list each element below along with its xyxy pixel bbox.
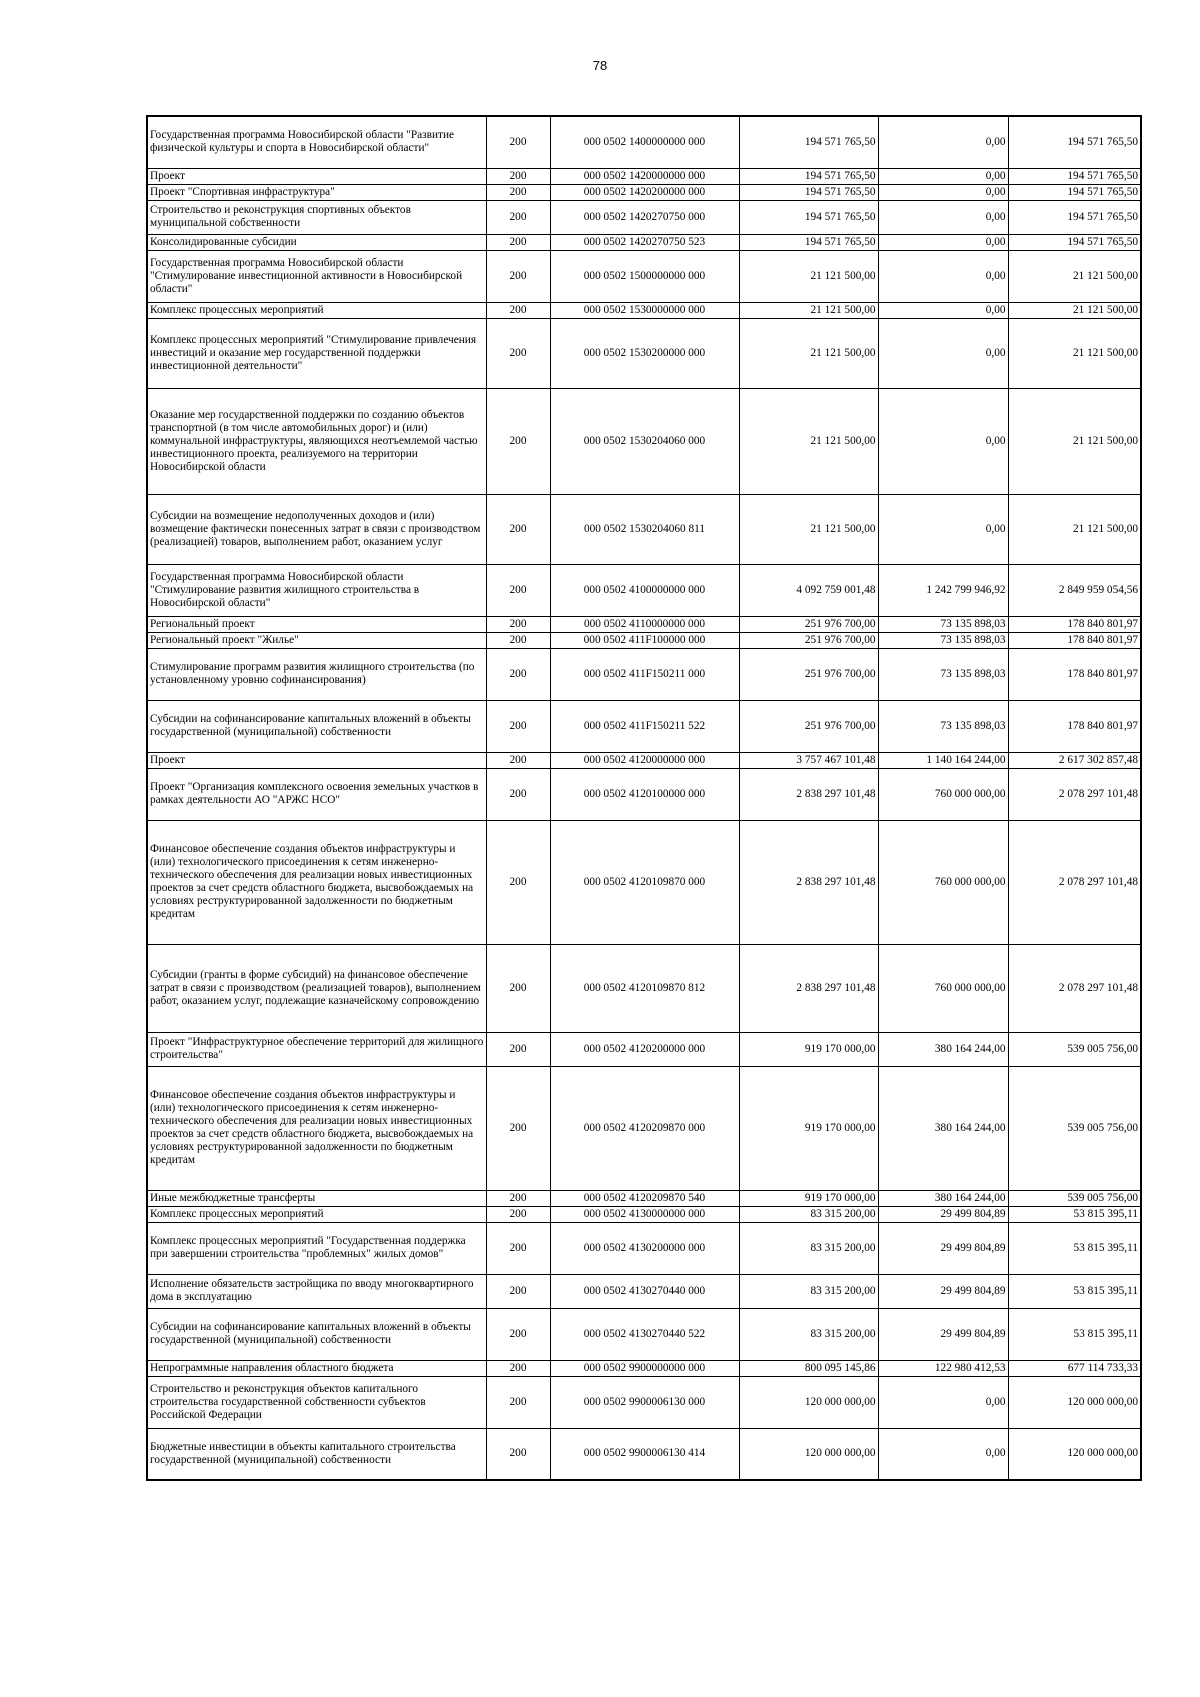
row-budget-code-cell: 000 0502 4120209870 000 xyxy=(550,1066,739,1190)
table-row xyxy=(147,234,1141,250)
row-change-amount-cell: 73 135 898,03 xyxy=(878,648,1008,700)
row-approved-amount-cell: 21 121 500,00 xyxy=(739,302,878,318)
row-total-amount-cell: 2 849 959 054,56 xyxy=(1008,564,1141,616)
row-budget-code-cell: 000 0502 4120000000 000 xyxy=(550,752,739,768)
row-total-amount-cell: 194 571 765,50 xyxy=(1008,200,1141,234)
row-change-amount-cell: 0,00 xyxy=(878,250,1008,302)
row-change-amount-cell: 0,00 xyxy=(878,168,1008,184)
row-name-cell: Государственная программа Новосибирской области "Стимулирование инвестиционной активности в Новосибирской области" xyxy=(147,250,486,302)
row-admin-code-cell: 200 xyxy=(486,1274,550,1308)
row-budget-code-cell: 000 0502 411F100000 000 xyxy=(550,632,739,648)
row-budget-code-cell: 000 0502 4100000000 000 xyxy=(550,564,739,616)
table-row xyxy=(147,1032,1141,1066)
row-total-amount-cell: 2 078 297 101,48 xyxy=(1008,944,1141,1032)
row-change-amount-cell: 73 135 898,03 xyxy=(878,700,1008,752)
row-total-amount-cell: 21 121 500,00 xyxy=(1008,302,1141,318)
table-row xyxy=(147,944,1141,1032)
row-total-amount-cell: 53 815 395,11 xyxy=(1008,1308,1141,1360)
row-total-amount-cell: 53 815 395,11 xyxy=(1008,1274,1141,1308)
table-row xyxy=(147,116,1141,168)
table-row xyxy=(147,1206,1141,1222)
row-total-amount-cell: 539 005 756,00 xyxy=(1008,1032,1141,1066)
row-change-amount-cell: 29 499 804,89 xyxy=(878,1308,1008,1360)
table-row xyxy=(147,168,1141,184)
row-name-cell: Комплекс процессных мероприятий "Государственная поддержка при завершении строительства "проблемных" жилых домов" xyxy=(147,1222,486,1274)
row-approved-amount-cell: 919 170 000,00 xyxy=(739,1066,878,1190)
row-change-amount-cell: 0,00 xyxy=(878,116,1008,168)
row-change-amount-cell: 1 242 799 946,92 xyxy=(878,564,1008,616)
row-change-amount-cell: 760 000 000,00 xyxy=(878,944,1008,1032)
row-budget-code-cell: 000 0502 1400000000 000 xyxy=(550,116,739,168)
row-total-amount-cell: 178 840 801,97 xyxy=(1008,632,1141,648)
row-change-amount-cell: 73 135 898,03 xyxy=(878,616,1008,632)
row-total-amount-cell: 194 571 765,50 xyxy=(1008,234,1141,250)
row-admin-code-cell: 200 xyxy=(486,1190,550,1206)
table-row xyxy=(147,318,1141,388)
table-row xyxy=(147,632,1141,648)
row-name-cell: Комплекс процессных мероприятий xyxy=(147,302,486,318)
row-budget-code-cell: 000 0502 1530204060 000 xyxy=(550,388,739,494)
table-row xyxy=(147,1190,1141,1206)
table-row xyxy=(147,1222,1141,1274)
row-name-cell: Исполнение обязательств застройщика по вводу многоквартирного дома в эксплуатацию xyxy=(147,1274,486,1308)
table-row xyxy=(147,302,1141,318)
row-change-amount-cell: 380 164 244,00 xyxy=(878,1032,1008,1066)
table-row xyxy=(147,200,1141,234)
row-approved-amount-cell: 21 121 500,00 xyxy=(739,318,878,388)
row-change-amount-cell: 29 499 804,89 xyxy=(878,1222,1008,1274)
row-budget-code-cell: 000 0502 4120200000 000 xyxy=(550,1032,739,1066)
row-name-cell: Региональный проект xyxy=(147,616,486,632)
row-admin-code-cell: 200 xyxy=(486,318,550,388)
row-name-cell: Субсидии на софинансирование капитальных вложений в объекты государственной (муниципальной) собственности xyxy=(147,700,486,752)
row-name-cell: Финансовое обеспечение создания объектов инфраструктуры и (или) технологического присоединения к сетям инженерно-технического обеспечения для реализации новых инвестиционных проектов за счет средств областного бюджета, высвобождаемых на условиях реструктурированной задолженности по бюджетным кредитам xyxy=(147,1066,486,1190)
row-name-cell: Государственная программа Новосибирской области "Стимулирование развития жилищного строительства в Новосибирской области" xyxy=(147,564,486,616)
row-admin-code-cell: 200 xyxy=(486,1376,550,1428)
table-row xyxy=(147,648,1141,700)
row-budget-code-cell: 000 0502 1500000000 000 xyxy=(550,250,739,302)
budget-table-body xyxy=(147,116,1141,1480)
row-admin-code-cell: 200 xyxy=(486,116,550,168)
row-name-cell: Иные межбюджетные трансферты xyxy=(147,1190,486,1206)
row-approved-amount-cell: 251 976 700,00 xyxy=(739,616,878,632)
row-total-amount-cell: 2 078 297 101,48 xyxy=(1008,820,1141,944)
row-admin-code-cell: 200 xyxy=(486,632,550,648)
row-approved-amount-cell: 194 571 765,50 xyxy=(739,200,878,234)
row-name-cell: Консолидированные субсидии xyxy=(147,234,486,250)
row-total-amount-cell: 178 840 801,97 xyxy=(1008,616,1141,632)
row-admin-code-cell: 200 xyxy=(486,1308,550,1360)
row-change-amount-cell: 760 000 000,00 xyxy=(878,820,1008,944)
row-total-amount-cell: 194 571 765,50 xyxy=(1008,168,1141,184)
table-row xyxy=(147,1066,1141,1190)
row-name-cell: Проект xyxy=(147,752,486,768)
row-admin-code-cell: 200 xyxy=(486,234,550,250)
row-change-amount-cell: 0,00 xyxy=(878,494,1008,564)
table-row xyxy=(147,1274,1141,1308)
row-approved-amount-cell: 800 095 145,86 xyxy=(739,1360,878,1376)
row-name-cell: Проект "Организация комплексного освоения земельных участков в рамках деятельности АО "АРЖС НСО" xyxy=(147,768,486,820)
row-total-amount-cell: 21 121 500,00 xyxy=(1008,388,1141,494)
row-admin-code-cell: 200 xyxy=(486,768,550,820)
row-admin-code-cell: 200 xyxy=(486,648,550,700)
row-name-cell: Непрограммные направления областного бюджета xyxy=(147,1360,486,1376)
row-total-amount-cell: 178 840 801,97 xyxy=(1008,648,1141,700)
row-name-cell: Субсидии на возмещение недополученных доходов и (или) возмещение фактически понесенных затрат в связи с производством (реализацией) товаров, выполнением работ, оказанием услуг xyxy=(147,494,486,564)
row-change-amount-cell: 122 980 412,53 xyxy=(878,1360,1008,1376)
page-number: 78 xyxy=(592,58,608,73)
table-row xyxy=(147,564,1141,616)
row-total-amount-cell: 539 005 756,00 xyxy=(1008,1066,1141,1190)
row-approved-amount-cell: 194 571 765,50 xyxy=(739,234,878,250)
row-change-amount-cell: 0,00 xyxy=(878,388,1008,494)
row-change-amount-cell: 0,00 xyxy=(878,318,1008,388)
row-name-cell: Государственная программа Новосибирской области "Развитие физической культуры и спорта в Новосибирской области" xyxy=(147,116,486,168)
row-budget-code-cell: 000 0502 4130000000 000 xyxy=(550,1206,739,1222)
budget-table xyxy=(146,115,1142,1481)
row-name-cell: Проект "Инфраструктурное обеспечение территорий для жилищного строительства" xyxy=(147,1032,486,1066)
row-budget-code-cell: 000 0502 1530204060 811 xyxy=(550,494,739,564)
row-budget-code-cell: 000 0502 4110000000 000 xyxy=(550,616,739,632)
row-admin-code-cell: 200 xyxy=(486,388,550,494)
table-row xyxy=(147,820,1141,944)
row-change-amount-cell: 73 135 898,03 xyxy=(878,632,1008,648)
row-approved-amount-cell: 251 976 700,00 xyxy=(739,632,878,648)
row-approved-amount-cell: 194 571 765,50 xyxy=(739,184,878,200)
row-approved-amount-cell: 21 121 500,00 xyxy=(739,388,878,494)
row-total-amount-cell: 120 000 000,00 xyxy=(1008,1376,1141,1428)
table-row xyxy=(147,768,1141,820)
row-approved-amount-cell: 83 315 200,00 xyxy=(739,1206,878,1222)
row-admin-code-cell: 200 xyxy=(486,1066,550,1190)
row-approved-amount-cell: 194 571 765,50 xyxy=(739,116,878,168)
row-total-amount-cell: 2 078 297 101,48 xyxy=(1008,768,1141,820)
row-admin-code-cell: 200 xyxy=(486,494,550,564)
row-total-amount-cell: 53 815 395,11 xyxy=(1008,1222,1141,1274)
table-row xyxy=(147,1308,1141,1360)
row-budget-code-cell: 000 0502 4120109870 812 xyxy=(550,944,739,1032)
row-budget-code-cell: 000 0502 1530200000 000 xyxy=(550,318,739,388)
row-admin-code-cell: 200 xyxy=(486,564,550,616)
row-admin-code-cell: 200 xyxy=(486,200,550,234)
row-approved-amount-cell: 919 170 000,00 xyxy=(739,1032,878,1066)
row-total-amount-cell: 677 114 733,33 xyxy=(1008,1360,1141,1376)
row-total-amount-cell: 539 005 756,00 xyxy=(1008,1190,1141,1206)
row-total-amount-cell: 21 121 500,00 xyxy=(1008,318,1141,388)
row-approved-amount-cell: 83 315 200,00 xyxy=(739,1274,878,1308)
row-budget-code-cell: 000 0502 411F150211 522 xyxy=(550,700,739,752)
row-total-amount-cell: 21 121 500,00 xyxy=(1008,250,1141,302)
row-approved-amount-cell: 4 092 759 001,48 xyxy=(739,564,878,616)
row-name-cell: Субсидии на софинансирование капитальных вложений в объекты государственной (муниципальной) собственности xyxy=(147,1308,486,1360)
table-row xyxy=(147,250,1141,302)
table-row xyxy=(147,1376,1141,1428)
row-admin-code-cell: 200 xyxy=(486,1222,550,1274)
row-admin-code-cell: 200 xyxy=(486,250,550,302)
row-change-amount-cell: 380 164 244,00 xyxy=(878,1190,1008,1206)
row-name-cell: Строительство и реконструкция объектов капитального строительства государственной собственности субъектов Российской Федерации xyxy=(147,1376,486,1428)
row-admin-code-cell: 200 xyxy=(486,616,550,632)
row-approved-amount-cell: 120 000 000,00 xyxy=(739,1428,878,1480)
row-change-amount-cell: 0,00 xyxy=(878,302,1008,318)
row-change-amount-cell: 1 140 164 244,00 xyxy=(878,752,1008,768)
row-total-amount-cell: 120 000 000,00 xyxy=(1008,1428,1141,1480)
row-budget-code-cell: 000 0502 411F150211 000 xyxy=(550,648,739,700)
row-budget-code-cell: 000 0502 1420270750 000 xyxy=(550,200,739,234)
row-budget-code-cell: 000 0502 4130270440 000 xyxy=(550,1274,739,1308)
row-admin-code-cell: 200 xyxy=(486,1428,550,1480)
row-approved-amount-cell: 919 170 000,00 xyxy=(739,1190,878,1206)
row-admin-code-cell: 200 xyxy=(486,302,550,318)
row-name-cell: Стимулирование программ развития жилищного строительства (по установленному уровню софинансирования) xyxy=(147,648,486,700)
row-admin-code-cell: 200 xyxy=(486,820,550,944)
row-total-amount-cell: 178 840 801,97 xyxy=(1008,700,1141,752)
row-approved-amount-cell: 120 000 000,00 xyxy=(739,1376,878,1428)
row-approved-amount-cell: 3 757 467 101,48 xyxy=(739,752,878,768)
row-name-cell: Проект "Спортивная инфраструктура" xyxy=(147,184,486,200)
row-budget-code-cell: 000 0502 9900006130 000 xyxy=(550,1376,739,1428)
row-change-amount-cell: 0,00 xyxy=(878,200,1008,234)
row-change-amount-cell: 0,00 xyxy=(878,1428,1008,1480)
row-change-amount-cell: 0,00 xyxy=(878,184,1008,200)
row-budget-code-cell: 000 0502 4120109870 000 xyxy=(550,820,739,944)
row-total-amount-cell: 2 617 302 857,48 xyxy=(1008,752,1141,768)
row-change-amount-cell: 29 499 804,89 xyxy=(878,1274,1008,1308)
row-total-amount-cell: 53 815 395,11 xyxy=(1008,1206,1141,1222)
row-budget-code-cell: 000 0502 4130270440 522 xyxy=(550,1308,739,1360)
row-name-cell: Субсидии (гранты в форме субсидий) на финансовое обеспечение затрат в связи с производством (реализацией товаров), выполнением работ, оказанием услуг, подлежащие казначейскому сопровождению xyxy=(147,944,486,1032)
row-admin-code-cell: 200 xyxy=(486,1032,550,1066)
row-budget-code-cell: 000 0502 9900006130 414 xyxy=(550,1428,739,1480)
row-budget-code-cell: 000 0502 1420000000 000 xyxy=(550,168,739,184)
row-name-cell: Финансовое обеспечение создания объектов инфраструктуры и (или) технологического присоединения к сетям инженерно-технического обеспечения для реализации новых инвестиционных проектов за счет средств областного бюджета, высвобождаемых на условиях реструктурированной задолженности по бюджетным кредитам xyxy=(147,820,486,944)
table-row xyxy=(147,494,1141,564)
table-row xyxy=(147,184,1141,200)
row-approved-amount-cell: 83 315 200,00 xyxy=(739,1222,878,1274)
row-change-amount-cell: 0,00 xyxy=(878,1376,1008,1428)
row-approved-amount-cell: 83 315 200,00 xyxy=(739,1308,878,1360)
row-name-cell: Проект xyxy=(147,168,486,184)
table-row xyxy=(147,700,1141,752)
row-change-amount-cell: 380 164 244,00 xyxy=(878,1066,1008,1190)
row-budget-code-cell: 000 0502 4120209870 540 xyxy=(550,1190,739,1206)
row-approved-amount-cell: 251 976 700,00 xyxy=(739,648,878,700)
row-name-cell: Бюджетные инвестиции в объекты капитального строительства государственной (муниципальной) собственности xyxy=(147,1428,486,1480)
row-name-cell: Оказание мер государственной поддержки по созданию объектов транспортной (в том числе автомобильных дорог) и (или) коммунальной инфраструктуры, являющихся неотъемлемой частью инвестиционного проекта, реализуемого на территории Новосибирской области xyxy=(147,388,486,494)
table-row xyxy=(147,616,1141,632)
row-budget-code-cell: 000 0502 1420200000 000 xyxy=(550,184,739,200)
row-approved-amount-cell: 21 121 500,00 xyxy=(739,250,878,302)
row-total-amount-cell: 194 571 765,50 xyxy=(1008,116,1141,168)
row-approved-amount-cell: 251 976 700,00 xyxy=(739,700,878,752)
row-admin-code-cell: 200 xyxy=(486,168,550,184)
row-name-cell: Строительство и реконструкция спортивных объектов муниципальной собственности xyxy=(147,200,486,234)
row-total-amount-cell: 194 571 765,50 xyxy=(1008,184,1141,200)
table-row xyxy=(147,388,1141,494)
row-admin-code-cell: 200 xyxy=(486,944,550,1032)
row-admin-code-cell: 200 xyxy=(486,700,550,752)
row-approved-amount-cell: 194 571 765,50 xyxy=(739,168,878,184)
row-approved-amount-cell: 21 121 500,00 xyxy=(739,494,878,564)
row-approved-amount-cell: 2 838 297 101,48 xyxy=(739,768,878,820)
row-name-cell: Комплекс процессных мероприятий "Стимулирование привлечения инвестиций и оказание мер государственной поддержки инвестиционной деятельности" xyxy=(147,318,486,388)
row-name-cell: Комплекс процессных мероприятий xyxy=(147,1206,486,1222)
row-budget-code-cell: 000 0502 1530000000 000 xyxy=(550,302,739,318)
row-budget-code-cell: 000 0502 4120100000 000 xyxy=(550,768,739,820)
row-admin-code-cell: 200 xyxy=(486,752,550,768)
row-change-amount-cell: 0,00 xyxy=(878,234,1008,250)
row-budget-code-cell: 000 0502 9900000000 000 xyxy=(550,1360,739,1376)
row-admin-code-cell: 200 xyxy=(486,1206,550,1222)
row-approved-amount-cell: 2 838 297 101,48 xyxy=(739,820,878,944)
table-row xyxy=(147,1360,1141,1376)
row-admin-code-cell: 200 xyxy=(486,184,550,200)
row-budget-code-cell: 000 0502 1420270750 523 xyxy=(550,234,739,250)
table-row xyxy=(147,752,1141,768)
row-approved-amount-cell: 2 838 297 101,48 xyxy=(739,944,878,1032)
row-admin-code-cell: 200 xyxy=(486,1360,550,1376)
row-total-amount-cell: 21 121 500,00 xyxy=(1008,494,1141,564)
row-change-amount-cell: 29 499 804,89 xyxy=(878,1206,1008,1222)
row-budget-code-cell: 000 0502 4130200000 000 xyxy=(550,1222,739,1274)
table-row xyxy=(147,1428,1141,1480)
row-change-amount-cell: 760 000 000,00 xyxy=(878,768,1008,820)
row-name-cell: Региональный проект "Жилье" xyxy=(147,632,486,648)
